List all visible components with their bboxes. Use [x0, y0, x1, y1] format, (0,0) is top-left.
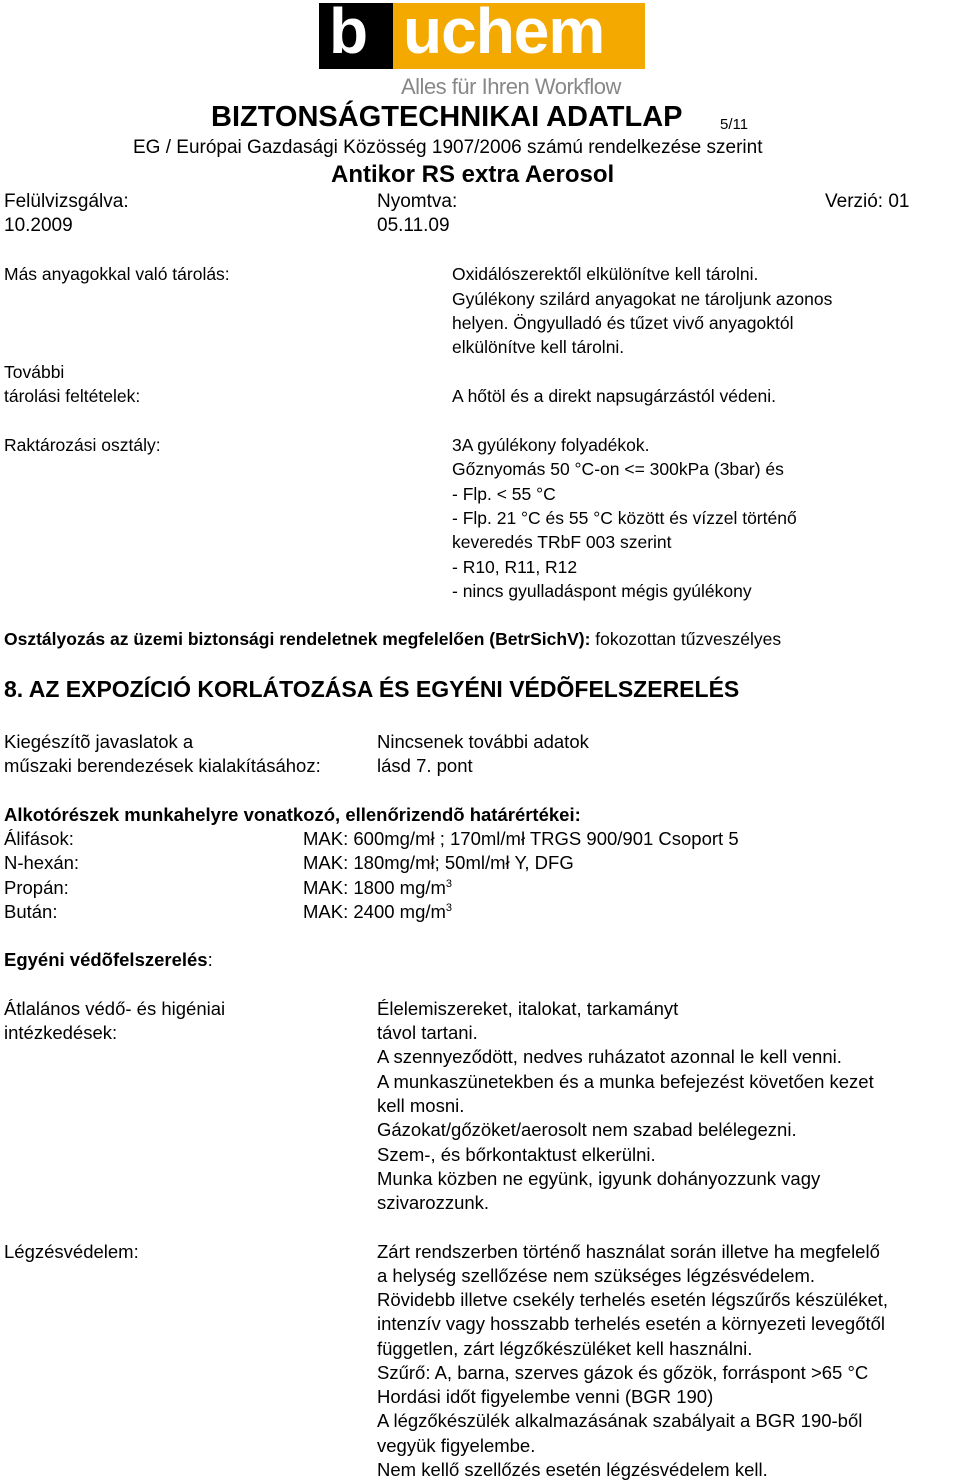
limit-value: MAK: 1800 mg/m — [303, 877, 446, 898]
respiratory-line: A légzőkészülék alkalmazásának szabályait a BGR 190-ből — [377, 1410, 863, 1431]
buchem-logo: b uchem Alles für Ihren Workflow — [319, 3, 645, 100]
storage-other-line: elkülönítve kell tárolni. — [452, 337, 625, 357]
limit-name: N-hexán: — [4, 852, 80, 873]
respiratory-line: Nem kellő szellőzés esetén légzésvédelem kell. — [377, 1459, 768, 1480]
hygiene-line: Szem-, és bőrkontaktust elkerülni. — [377, 1144, 656, 1165]
tech-label: Kiegészítõ javaslatok a — [4, 731, 194, 752]
further-storage-text: A hőtöl és a direkt napsugárzástól védeni. — [452, 386, 776, 406]
ppe-heading-row: Egyéni védõfelszerelés: — [4, 949, 213, 970]
limit-row — [303, 876, 452, 900]
product-name: Antikor RS extra Aerosol — [331, 161, 615, 188]
storage-class-label: Raktározási osztály: — [4, 435, 161, 455]
limit-name: Bután: — [4, 901, 58, 922]
limit-unit-exponent: 3 — [445, 878, 453, 890]
respiratory-line: vegyük figyelembe. — [377, 1435, 536, 1456]
hygiene-line: A szennyeződött, nedves ruházatot azonnal le kell venni. — [377, 1046, 842, 1067]
hygiene-line: kell mosni. — [377, 1095, 465, 1116]
hygiene-label: Átlalános védő- és higéniai — [4, 998, 226, 1019]
respiratory-line: Hordási időt figyelembe venni (BGR 190) — [377, 1386, 714, 1407]
further-storage-label: További — [4, 362, 65, 382]
storage-other-line: helyen. Öngyulladó és tűzet vivő anyagoktól — [452, 313, 794, 333]
hygiene-line: Élelemiszereket, italokat, tarkamányt — [377, 998, 679, 1019]
hygiene-line: szivarozzunk. — [377, 1192, 490, 1213]
section-8-heading: 8. AZ EXPOZÍCIÓ KORLÁTOZÁSA ÉS EGYÉNI VÉDÕFELSZERELÉS — [4, 676, 740, 702]
limit-row — [303, 900, 452, 924]
hygiene-line: Munka közben ne együnk, igyunk dohányozzunk vagy — [377, 1168, 821, 1189]
respiratory-line: független, zárt légzőkészüléket kell használni. — [377, 1338, 753, 1359]
limit-value: MAK: 2400 mg/m — [303, 901, 446, 922]
hygiene-line: távol tartani. — [377, 1022, 478, 1043]
storage-class-line: keveredés TRbF 003 szerint — [452, 532, 672, 552]
printed-label: Nyomtva: — [377, 191, 458, 212]
storage-class-line: - R10, R11, R12 — [452, 557, 578, 577]
storage-other-line: Oxidálószerektől elkülönítve kell tárolni. — [452, 264, 759, 284]
storage-other-line: Gyúlékony szilárd anyagokat ne tároljunk azonos — [452, 289, 833, 309]
limit-unit-exponent: 3 — [445, 902, 453, 914]
ppe-heading: Egyéni védõfelszerelés — [4, 949, 208, 970]
respiratory-line: Szűrő: A, barna, szerves gázok és gőzök, forráspont >65 °C — [377, 1362, 869, 1383]
storage-class-line: 3A gyúlékony folyadékok. — [452, 435, 650, 455]
page-number: 5/11 — [720, 116, 749, 133]
storage-class-line: - nincs gyulladáspont mégis gyúlékony — [452, 581, 752, 601]
version: Verzió: 01 — [825, 191, 910, 212]
limits-heading: Alkotórészek munkahelyre vonatkozó, ellenőrizendõ határértékei: — [4, 804, 581, 825]
revised-date: 10.2009 — [4, 215, 73, 236]
storage-other-label: Más anyagokkal való tárolás: — [4, 264, 230, 284]
tech-label: műszaki berendezések kialakításához: — [4, 755, 321, 776]
respiratory-line: a helység szellőzése nem szükséges légzésvédelem. — [377, 1265, 816, 1286]
respiratory-line: Rövidebb illetve csekély terhelés esetén légszűrős készüléket, — [377, 1289, 889, 1310]
hygiene-line: Gázokat/gőzöket/aerosolt nem szabad belélegezni. — [377, 1119, 797, 1140]
storage-class-line: - Flp. < 55 °C — [452, 484, 556, 504]
betrsichv-row — [4, 627, 781, 651]
limit-name: Álifások: — [4, 828, 74, 849]
hygiene-line: A munkaszünetekben és a munka befejezést követően kezet — [377, 1071, 874, 1092]
hygiene-label: intézkedések: — [4, 1022, 118, 1043]
respiratory-line: intenzív vagy hosszabb terhelés esetén a környezeti levegőtől — [377, 1313, 886, 1334]
betrsichv-label: Osztályozás az üzemi biztonsági rendeletnek megfelelően (BetrSichV): — [4, 629, 591, 649]
tech-value: lásd 7. pont — [377, 755, 473, 776]
logo-tagline: Alles für Ihren Workflow — [401, 74, 621, 99]
regulation-subtitle: EG / Európai Gazdasági Közösség 1907/2006 számú rendelkezése szerint — [133, 137, 763, 158]
printed-date: 05.11.09 — [377, 215, 450, 236]
betrsichv-value: fokozottan tűzveszélyes — [595, 629, 782, 649]
document-title: BIZTONSÁGTECHNIKAI ADATLAP — [211, 101, 683, 133]
limit-value: MAK: 600mg/mł ; 170ml/mł TRGS 900/901 Csoport 5 — [303, 828, 739, 849]
storage-class-line: Gőznyomás 50 °C-on <= 300kPa (3bar) és — [452, 459, 784, 479]
respiratory-line: Zárt rendszerben történő használat során illetve ha megfelelő — [377, 1241, 880, 1262]
revised-label: Felülvizsgálva: — [4, 191, 129, 212]
tech-value: Nincsenek további adatok — [377, 731, 589, 752]
respiratory-label: Légzésvédelem: — [4, 1241, 139, 1262]
limit-value: MAK: 180mg/mł; 50ml/mł Y, DFG — [303, 852, 574, 873]
limit-name: Propán: — [4, 877, 69, 898]
storage-class-line: - Flp. 21 °C és 55 °C között és vízzel történő — [452, 508, 797, 528]
further-storage-label: tárolási feltételek: — [4, 386, 141, 406]
